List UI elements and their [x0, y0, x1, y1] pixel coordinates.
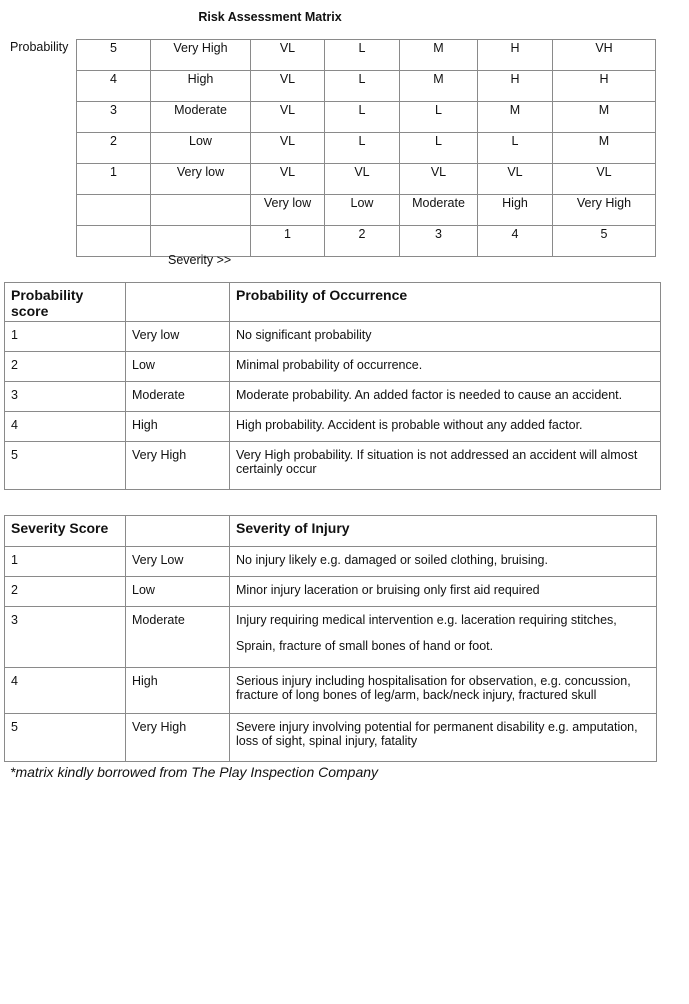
- description-cell: [230, 442, 661, 490]
- description-text: Very High probability. If situation is not addressed an accident will almost certainly occur: [236, 448, 638, 476]
- table-header-cell: Severity of Injury: [230, 516, 657, 547]
- severity-name-cell: Very High: [553, 195, 656, 226]
- severity-score-cell: 4: [478, 226, 553, 257]
- risk-rating-cell: VL: [251, 71, 325, 102]
- description-text: No significant probability: [236, 328, 372, 342]
- table-row: [5, 607, 657, 668]
- description-cell: [230, 382, 661, 412]
- table-row: [5, 412, 661, 442]
- severity-score-cell: 3: [400, 226, 478, 257]
- risk-rating-cell: L: [400, 133, 478, 164]
- level-cell: Low: [126, 352, 230, 382]
- table-row: [5, 352, 661, 382]
- description-text: Minimal probability of occurrence.: [236, 358, 423, 372]
- table-row: [5, 382, 661, 412]
- score-cell: 5: [5, 442, 126, 490]
- level-cell: Very Low: [126, 547, 230, 577]
- severity-score-cell: 5: [553, 226, 656, 257]
- empty-cell: [77, 195, 151, 226]
- risk-rating-cell: M: [553, 133, 656, 164]
- description-text: Serious injury including hospitalisation for observation, e.g. concussion, fracture of long bones of leg/arm, back/neck injury, fractured skull: [236, 674, 631, 702]
- probability-level-cell: High: [151, 71, 251, 102]
- risk-rating-cell: VL: [478, 164, 553, 195]
- empty-cell: [151, 195, 251, 226]
- probability-axis-label: Probability: [10, 40, 69, 54]
- table-header-cell: Severity Score: [5, 516, 126, 547]
- table-header-row: [5, 283, 661, 322]
- probability-level-cell: Low: [151, 133, 251, 164]
- table-row: [5, 714, 657, 762]
- risk-rating-cell: H: [553, 71, 656, 102]
- score-cell: 1: [5, 547, 126, 577]
- table-header-row: [5, 516, 657, 547]
- description-cell: [230, 668, 657, 714]
- risk-rating-cell: M: [400, 71, 478, 102]
- empty-cell: [77, 226, 151, 257]
- table-row: [5, 442, 661, 490]
- level-cell: Very High: [126, 714, 230, 762]
- severity-axis-label: Severity >>: [168, 253, 232, 267]
- level-cell: High: [126, 668, 230, 714]
- level-cell: Very High: [126, 442, 230, 490]
- description-cell: [230, 714, 657, 762]
- risk-rating-cell: VL: [251, 164, 325, 195]
- probability-level-cell: Very low: [151, 164, 251, 195]
- description-text: Minor injury laceration or bruising only first aid required: [236, 583, 540, 597]
- description-cell: [230, 547, 657, 577]
- score-cell: 5: [5, 714, 126, 762]
- description-text: Injury requiring medical intervention e.g. laceration requiring stitches,: [236, 613, 617, 627]
- risk-matrix-table: [76, 39, 656, 257]
- score-cell: 4: [5, 668, 126, 714]
- probability-score-cell: 4: [77, 71, 151, 102]
- severity-score-cell: 2: [325, 226, 400, 257]
- level-cell: Low: [126, 577, 230, 607]
- description-cell: [230, 412, 661, 442]
- score-cell: 3: [5, 382, 126, 412]
- risk-rating-cell: L: [400, 102, 478, 133]
- footnote: *matrix kindly borrowed from The Play Inspection Company: [10, 764, 379, 780]
- risk-rating-cell: M: [400, 40, 478, 71]
- risk-rating-cell: L: [325, 133, 400, 164]
- description-cell: [230, 352, 661, 382]
- risk-rating-cell: H: [478, 40, 553, 71]
- risk-rating-cell: H: [478, 71, 553, 102]
- risk-rating-cell: L: [325, 40, 400, 71]
- level-cell: Moderate: [126, 382, 230, 412]
- risk-rating-cell: M: [553, 102, 656, 133]
- level-cell: Very low: [126, 322, 230, 352]
- table-header-cell: Probability of Occurrence: [230, 283, 661, 322]
- table-row: [5, 668, 657, 714]
- risk-rating-cell: VL: [251, 40, 325, 71]
- matrix-row: [77, 226, 656, 257]
- risk-rating-cell: VL: [400, 164, 478, 195]
- description-cell: [230, 607, 657, 668]
- matrix-title: Risk Assessment Matrix: [198, 10, 342, 24]
- probability-level-cell: Very High: [151, 40, 251, 71]
- description-text: Moderate probability. An added factor is needed to cause an accident.: [236, 388, 623, 402]
- severity-name-cell: Low: [325, 195, 400, 226]
- score-cell: 2: [5, 352, 126, 382]
- score-cell: 3: [5, 607, 126, 668]
- matrix-row: [77, 40, 656, 71]
- risk-rating-cell: VL: [251, 133, 325, 164]
- description-text: Severe injury involving potential for permanent disability e.g. amputation, loss of sight, spinal injury, fatality: [236, 720, 638, 748]
- risk-rating-cell: VL: [325, 164, 400, 195]
- matrix-row: [77, 195, 656, 226]
- severity-score-cell: 1: [251, 226, 325, 257]
- probability-score-cell: 2: [77, 133, 151, 164]
- empty-cell: [151, 226, 251, 257]
- severity-name-cell: Moderate: [400, 195, 478, 226]
- matrix-row: [77, 102, 656, 133]
- table-header-cell: [126, 516, 230, 547]
- risk-rating-cell: L: [325, 71, 400, 102]
- level-cell: High: [126, 412, 230, 442]
- table-header-cell: [126, 283, 230, 322]
- description-cell: [230, 577, 657, 607]
- matrix-row: [77, 133, 656, 164]
- probability-score-table: [4, 282, 661, 490]
- level-cell: Moderate: [126, 607, 230, 668]
- table-row: [5, 577, 657, 607]
- risk-rating-cell: VH: [553, 40, 656, 71]
- score-cell: 4: [5, 412, 126, 442]
- risk-rating-cell: VL: [251, 102, 325, 133]
- risk-rating-cell: M: [478, 102, 553, 133]
- risk-rating-cell: L: [478, 133, 553, 164]
- severity-name-cell: High: [478, 195, 553, 226]
- risk-rating-cell: L: [325, 102, 400, 133]
- score-cell: 1: [5, 322, 126, 352]
- description-cell: [230, 322, 661, 352]
- probability-score-cell: 3: [77, 102, 151, 133]
- risk-rating-cell: VL: [553, 164, 656, 195]
- table-row: [5, 322, 661, 352]
- table-header-cell: Probability score: [5, 283, 126, 322]
- probability-score-cell: 5: [77, 40, 151, 71]
- table-row: [5, 547, 657, 577]
- matrix-row: [77, 164, 656, 195]
- description-text: High probability. Accident is probable without any added factor.: [236, 418, 583, 432]
- matrix-row: [77, 71, 656, 102]
- severity-score-table: [4, 515, 657, 762]
- probability-score-cell: 1: [77, 164, 151, 195]
- score-cell: 2: [5, 577, 126, 607]
- description-text: No injury likely e.g. damaged or soiled clothing, bruising.: [236, 553, 548, 567]
- description-text: Sprain, fracture of small bones of hand or foot.: [236, 639, 494, 653]
- probability-level-cell: Moderate: [151, 102, 251, 133]
- severity-name-cell: Very low: [251, 195, 325, 226]
